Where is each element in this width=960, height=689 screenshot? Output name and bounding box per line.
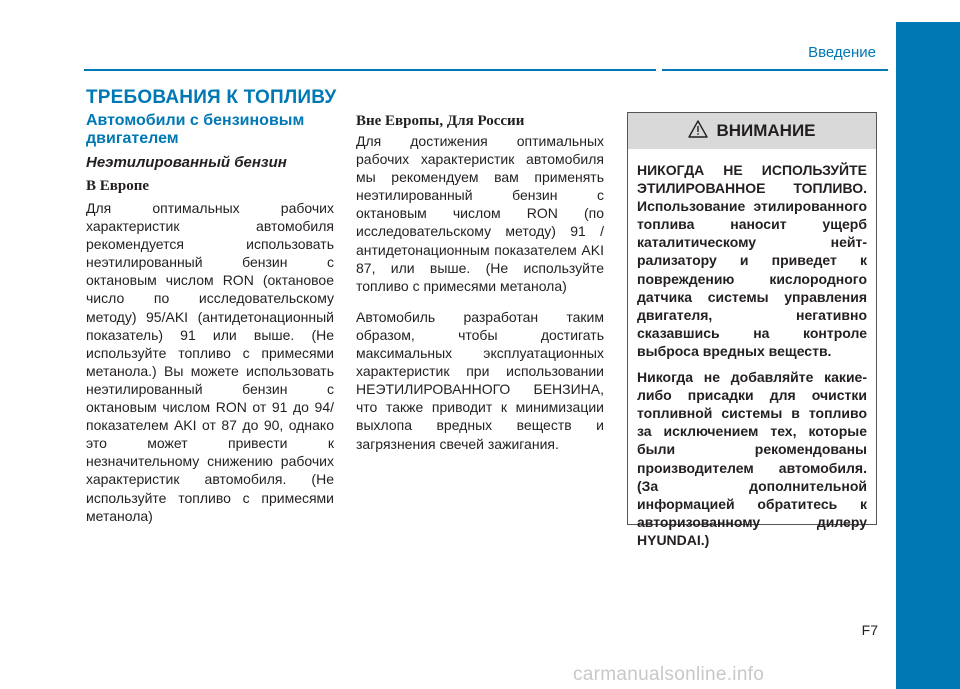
page-number: F7 xyxy=(861,622,878,638)
unleaded-design-paragraph: Автомобиль разработан таким образом, чтобы достигать максимальных эксплуатационных характеристик при использовании НЕЭТИЛИРОВАННОГО БЕНЗИНА, что также приводит к минимизации выхлопа вредных веществ и загрязнения свечей зажигания. xyxy=(356,308,604,452)
warning-leaded-fuel: НИКОГДА НЕ ИСПОЛЬЗУЙТЕ ЭТИЛИРОВАННОЕ ТОПЛИВО. Использование этилированного топлива наносит ущерб каталитическому нейт-рализатору и приведет к повреждению кислородного датчика системы управления двигателя, негативно сказавшись на контроле выброса вредных веществ. xyxy=(637,162,867,359)
warning-box xyxy=(627,112,877,548)
side-tab-bar xyxy=(896,22,960,689)
warning-title: ВНИМАНИЕ xyxy=(716,121,816,140)
warning-header xyxy=(628,113,876,149)
watermark: carmanualsonline.info xyxy=(573,664,765,685)
engine-heading: Автомобили с бензиновым двигателем xyxy=(86,112,305,147)
fuel-type-heading: Неэтилированный бензин xyxy=(86,154,287,171)
warning-triangle-icon xyxy=(688,120,708,143)
middle-column xyxy=(356,112,604,453)
page-title: ТРЕБОВАНИЯ К ТОПЛИВУ xyxy=(86,87,337,108)
europe-paragraph: Для оптимальных рабочих характеристик автомобиля рекомендуется использовать неэтилированный бензин с октановым числом RON (октановое число по исследовательскому методу) 95/AKI (антидетонационный показатель) 91 или выше. (Не используйте топливо с примесями метанола.) Вы можете использовать неэтилированный бензин с октановым числом RON от 91 до 94/показателем AKI от 87 до 90, однако это может привести к незначительному снижению рабочих характеристик автомобиля. (Не используйте топливо с примесями метанола) xyxy=(86,200,334,524)
header-rule xyxy=(84,69,656,71)
region-heading-outside-europe: Вне Европы, Для России xyxy=(356,113,525,129)
section-title: Введение xyxy=(808,44,876,61)
warning-additives: Никогда не добавляйте какие-либо присадки для очистки топливной системы в топливо за исключением тех, которые были рекомендованы производителем автомобиля. (За дополнительной информацией обратитесь к авторизованному дилеру HYUNDAI.) xyxy=(637,369,867,548)
left-column xyxy=(86,112,334,525)
region-heading-europe: В Европе xyxy=(86,178,150,194)
outside-europe-paragraph: Для достижения оптимальных рабочих характеристик автомобиля мы рекомендуем вам применять неэтилированный бензин с октановым числом RON (по исследовательскому методу) 91 / антидетонационным показателем AKI 87, или выше. (Не используйте топливо с примесями метанола) xyxy=(356,133,604,294)
header-rule-end xyxy=(662,69,888,71)
warning-body xyxy=(628,149,876,549)
